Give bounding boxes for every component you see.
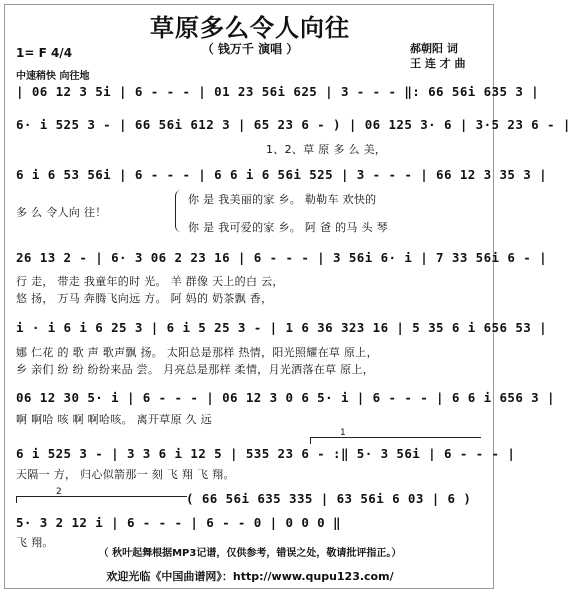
volta-bracket-first	[310, 437, 481, 444]
tempo-marking: 中速稍快 向往地	[16, 71, 90, 82]
lyrics-row-4-verse-1: 行 走， 带走 我童年的时 光。 羊 群像 天上的白 云，	[16, 275, 284, 288]
lyrics-row-3-verse-1: 你 是 我美丽的家 乡。 勒勒车 欢快的	[188, 193, 377, 206]
lyrics-row-9: 飞 翔。	[16, 536, 54, 549]
composer-credit: 王 连 才 曲	[410, 57, 466, 70]
lyrics-row-4-verse-2: 悠 扬， 万马 奔腾飞向远 方。 阿 妈的 奶茶飘 香，	[16, 292, 273, 305]
lyrics-row-3-verse-2: 你 是 我可爱的家 乡。 阿 爸 的马 头 琴	[188, 221, 388, 234]
site-credit: 欢迎光临《中国曲谱网》：http://www.qupu123.com/	[106, 570, 394, 583]
verse-brace	[175, 190, 186, 232]
key-signature: 1= F 4/4	[16, 46, 73, 60]
lyrics-row-2: 1、2、草 原 多 么 美，	[266, 143, 387, 156]
volta-label-second: 2	[56, 487, 62, 497]
notation-row-1: | 06 12 3 5i | 6 - - - | 01 23 56i 625 | 3 - - - ‖: 66 56i 635 3 |	[16, 84, 540, 99]
transcription-note: （ 秋叶起舞根据MP3记谱，仅供参考，错误之处，敬请批评指正。）	[98, 548, 402, 559]
notation-row-2: 6· i 525 3 - | 66 56i 612 3 | 65 23 6 - ) | 06 125 3· 6 | 3·5 23 6 - |	[16, 117, 571, 132]
lyrics-row-3-lead: 多 么 令人向 往！	[16, 206, 107, 219]
lyricist-credit: 郝朝阳 词	[410, 42, 458, 55]
notation-row-9: 5· 3 2 12 i | 6 - - - | 6 - - 0 | 0 0 0 ‖	[16, 515, 341, 530]
notation-row-5: i · i 6 i 6 25 3 | 6 i 5 25 3 - | 1 6 36 323 16 | 5 35 6 i 656 53 |	[16, 320, 548, 335]
song-title: 草原多么令人向往	[150, 14, 350, 42]
notation-row-4: 26 13 2 - | 6· 3 06 2 23 16 | 6 - - - | 3 56i 6· i | 7 33 56i 6 - |	[16, 250, 548, 265]
volta-bracket-second	[16, 496, 187, 503]
notation-row-7: 6 i 525 3 - | 3 3 6 i 12 5 | 535 23 6 - :‖ 5· 3 56i | 6 - - - |	[16, 446, 516, 461]
lyrics-row-6: 啊 啊哈 咳 啊 啊哈咳。 离开草原 久 远	[16, 413, 213, 426]
notation-row-8-interlude: ( 66 56i 635 335 | 63 56i 6 03 | 6 )	[186, 491, 472, 506]
performer-credit: （ 钱万千 演唱 ）	[201, 42, 299, 56]
lyrics-row-5-verse-2: 乡 亲们 纷 纷 纷纷来品 尝。 月亮总是那样 柔情，月光洒落在草 原上，	[16, 363, 375, 376]
lyrics-row-7: 天隔一 方， 归心似箭那一 刻 飞 翔 飞 翔。	[16, 468, 235, 481]
notation-row-6: 06 12 30 5· i | 6 - - - | 06 12 3 0 6 5· i | 6 - - - | 6 6 i 656 3 |	[16, 390, 555, 405]
notation-row-3: 6 i 6 53 56i | 6 - - - | 6 6 i 6 56i 525 | 3 - - - | 66 12 3 35 3 |	[16, 167, 548, 182]
lyrics-row-5-verse-1: 娜 仁花 的 歌 声 歌声飘 扬。 太阳总是那样 热情，阳光照耀在草 原上，	[16, 346, 378, 359]
volta-label-first: 1	[340, 428, 346, 438]
